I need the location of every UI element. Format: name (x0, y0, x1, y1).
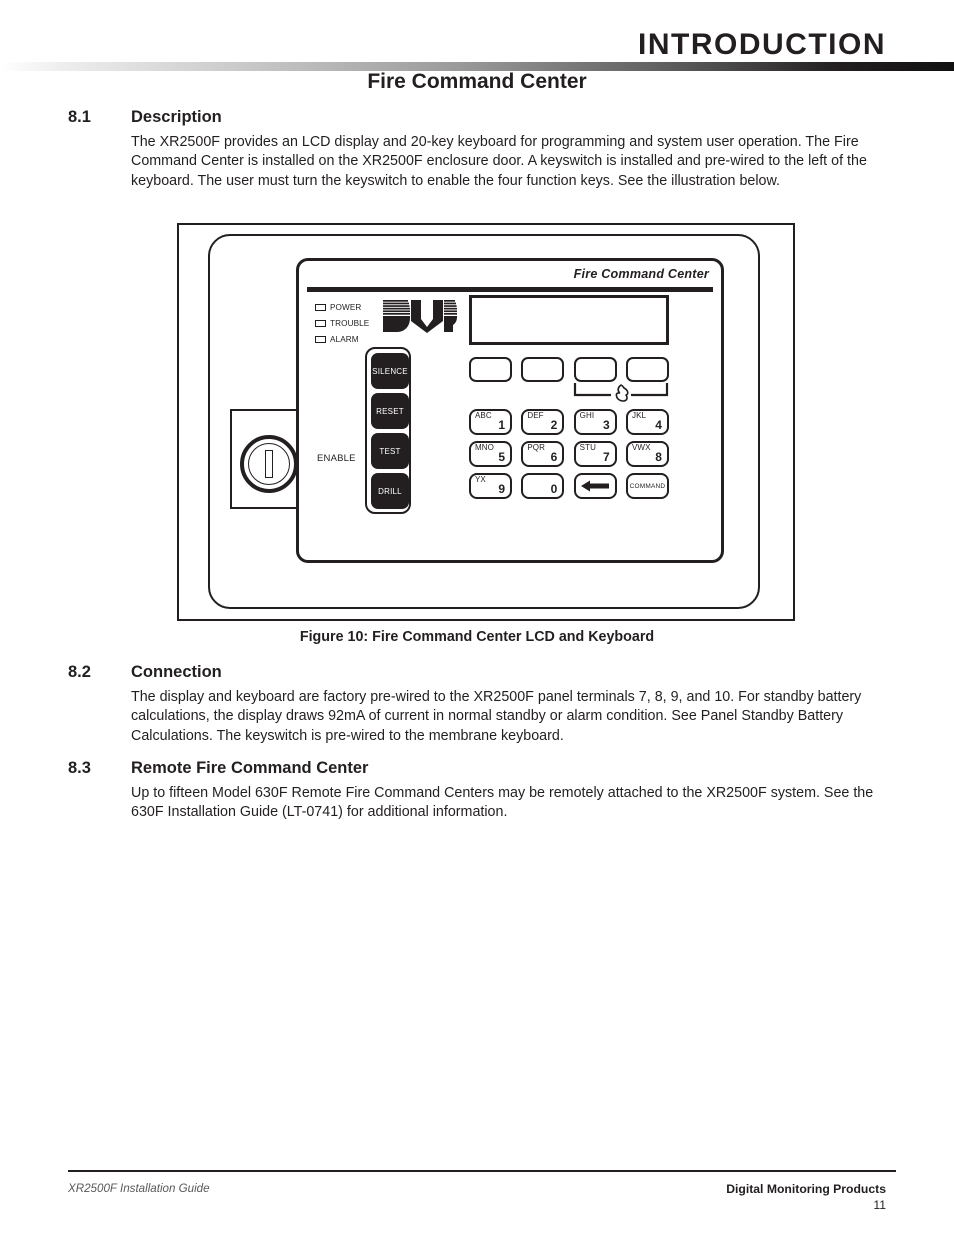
section-body: The display and keyboard are factory pre-wired to the XR2500F panel terminals 7, 8, 9, and 10. For standby battery calculations, the display draws 92mA of current in normal standby or alarm condition. See Panel Standby Battery Calculations. The keyswitch is pre-wired to the membrane keyboard. (131, 689, 862, 744)
function-key-drill[interactable]: DRILL (371, 473, 409, 509)
led-power-icon (315, 304, 326, 311)
led-trouble-icon (315, 320, 326, 327)
section-body: Up to fifteen Model 630F Remote Fire Command Centers may be remotely attached to the XR2500F system. See the 630F Installation Guide (LT-0741) for additional information. (131, 785, 874, 821)
key-2[interactable] (521, 409, 564, 435)
key-6-letters: PQR (527, 443, 545, 452)
key-5-letters: MNO (475, 443, 494, 452)
key-command-label: COMMAND (629, 482, 666, 490)
key-9[interactable] (469, 473, 512, 499)
soft-key-3[interactable] (574, 357, 617, 382)
key-5[interactable] (469, 441, 512, 467)
footer-document-title: XR2500F Installation Guide (68, 1182, 210, 1195)
led-trouble-label: TROUBLE (330, 318, 370, 328)
function-key-reset[interactable]: RESET (371, 393, 409, 429)
keypad-face (296, 258, 724, 563)
key-2-letters: DEF (527, 411, 544, 420)
running-head: INTRODUCTION (638, 28, 886, 61)
key-back[interactable] (574, 473, 617, 499)
function-key-test[interactable]: TEST (371, 433, 409, 469)
key-3-letters: GHI (579, 411, 595, 420)
keypad-row-1 (469, 409, 669, 435)
key-8-digit: 8 (655, 450, 662, 464)
key-1-letters: ABC (475, 411, 492, 420)
back-arrow-icon (576, 475, 615, 497)
led-row-trouble (315, 315, 381, 331)
section-heading (68, 108, 896, 130)
flame-icon (616, 385, 627, 401)
key-8[interactable] (626, 441, 669, 467)
led-row-alarm (315, 331, 381, 347)
figure-fire-command-center (177, 223, 795, 621)
key-2-digit: 2 (550, 418, 558, 432)
key-1-digit: 1 (498, 418, 505, 432)
page-header (0, 0, 954, 70)
led-indicator-cluster (315, 299, 381, 347)
led-row-power (315, 299, 381, 315)
soft-key-2[interactable] (521, 357, 564, 382)
section-heading (68, 663, 896, 685)
key-0-digit: 0 (550, 482, 558, 496)
key-4-digit: 4 (655, 418, 662, 432)
led-alarm-icon (315, 336, 326, 343)
section-number: 8.3 (68, 759, 91, 777)
led-power-label: POWER (330, 302, 362, 312)
footer-page-number: 11 (873, 1198, 886, 1212)
section-title: Description (131, 108, 222, 126)
key-7[interactable] (574, 441, 617, 467)
key-1[interactable] (469, 409, 512, 435)
key-0[interactable] (521, 473, 564, 499)
keypad-row-2 (469, 441, 669, 467)
section-number: 8.2 (68, 663, 91, 681)
section-title: Connection (131, 663, 222, 681)
footer-company-name: Digital Monitoring Products (726, 1182, 886, 1196)
flame-bracket (573, 383, 669, 403)
key-4-letters: JKL (631, 411, 647, 420)
panel-brand-label: Fire Command Center (573, 267, 709, 281)
key-3[interactable] (574, 409, 617, 435)
function-key-silence[interactable]: SILENCE (371, 353, 409, 389)
enable-label: ENABLE (317, 453, 356, 464)
section-connection (68, 663, 896, 746)
key-8-letters: VWX (631, 443, 651, 452)
keypad-row-3 (469, 473, 669, 499)
section-heading (68, 759, 896, 781)
function-key-column (365, 347, 411, 514)
numeric-keypad (469, 409, 669, 505)
key-4[interactable] (626, 409, 669, 435)
key-7-digit: 7 (602, 450, 610, 464)
key-9-letters: YX (475, 475, 486, 484)
key-6[interactable] (521, 441, 564, 467)
key-3-digit: 3 (602, 418, 610, 432)
lcd-display (469, 295, 669, 345)
figure-caption: Figure 10: Fire Command Center LCD and Keyboard (299, 629, 655, 645)
key-6-digit: 6 (550, 450, 558, 464)
section-body: The XR2500F provides an LCD display and 20-key keyboard for programming and system user operation. The Fire Command Center is installed on the XR2500F enclosure door. A keyswitch is installed and pre-wired to the left of the keyboard. The user must turn the keyswitch to enable the four function keys. See the illustration below. (131, 134, 867, 189)
soft-key-1[interactable] (469, 357, 512, 382)
key-7-letters: STU (579, 443, 596, 452)
keyswitch-dial[interactable] (240, 435, 298, 493)
dmp-logo-icon (383, 299, 457, 333)
key-9-digit: 9 (498, 482, 505, 496)
section-title: Remote Fire Command Center (131, 759, 369, 777)
key-5-digit: 5 (498, 450, 505, 464)
soft-key-row (469, 357, 669, 382)
keyswitch-slot-icon (265, 450, 273, 478)
page-title: Fire Command Center (367, 70, 587, 93)
led-alarm-label: ALARM (330, 334, 359, 344)
section-number: 8.1 (68, 108, 91, 126)
panel-brand-rule (307, 287, 713, 292)
footer-rule (68, 1170, 896, 1172)
section-description (68, 108, 896, 191)
section-remote-fire-command-center (68, 759, 896, 823)
soft-key-4[interactable] (626, 357, 669, 382)
key-command[interactable] (626, 473, 669, 499)
